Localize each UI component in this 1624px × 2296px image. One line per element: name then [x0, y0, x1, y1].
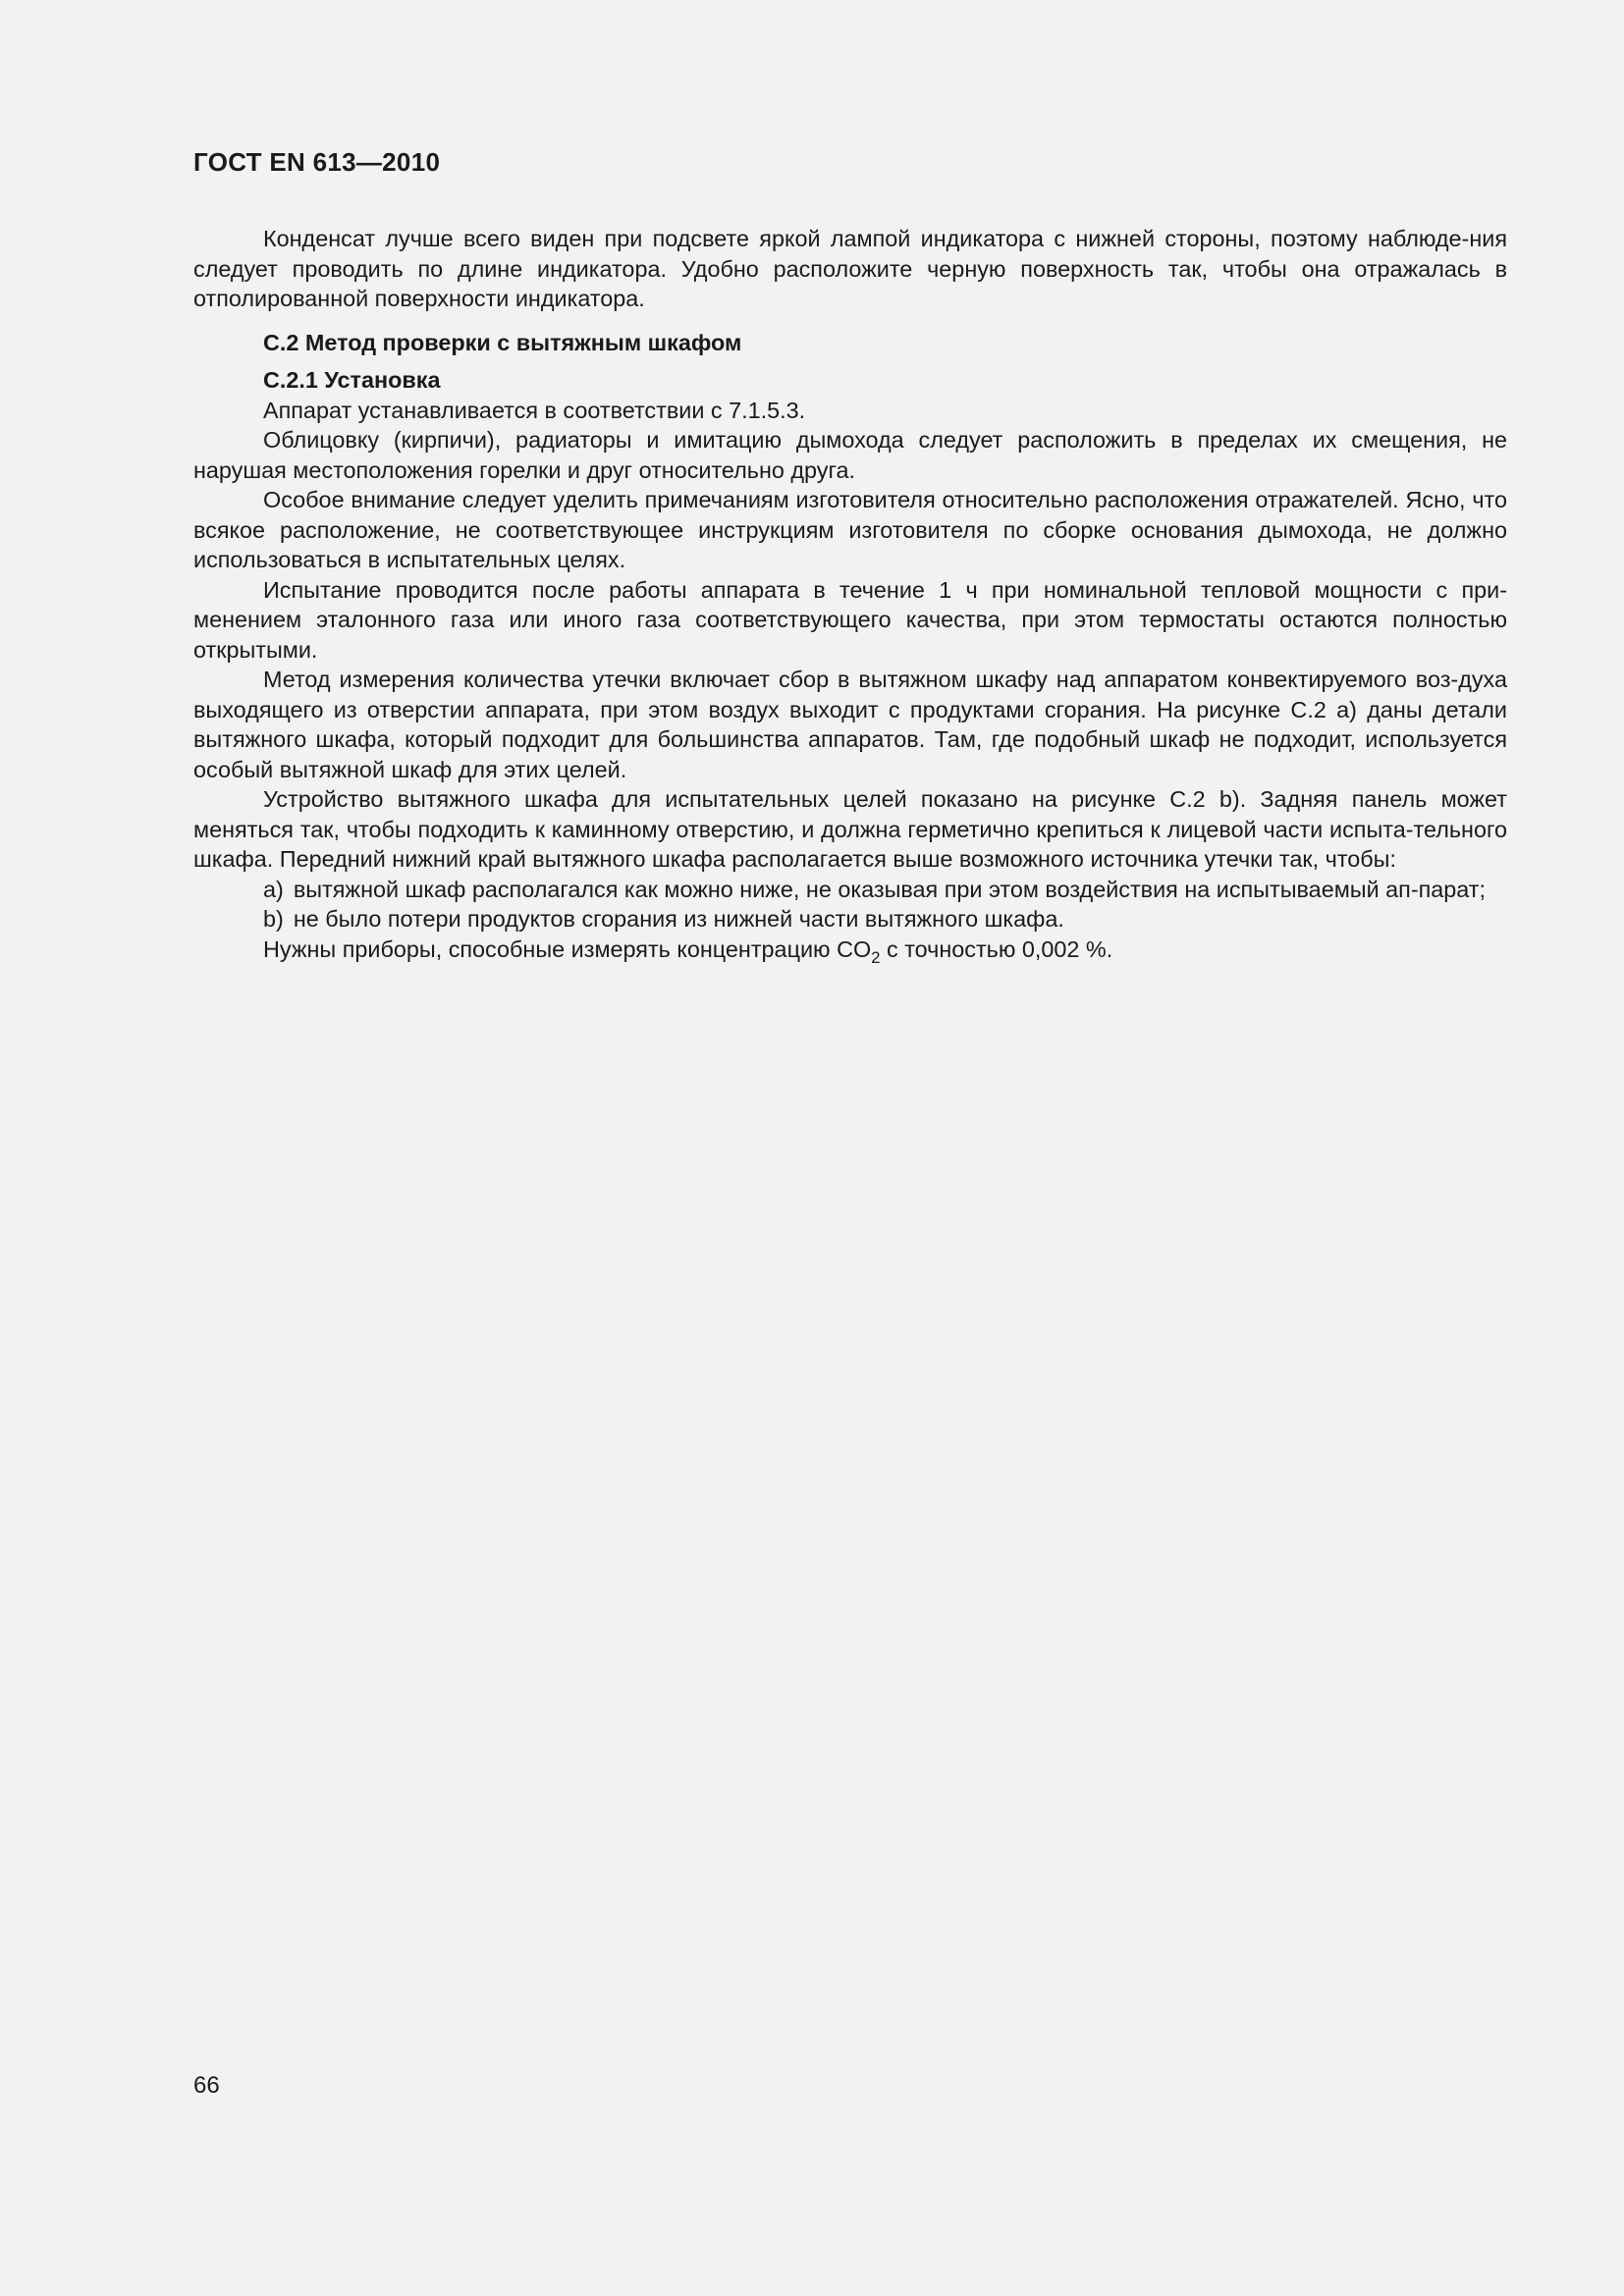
document-code: ГОСТ EN 613—2010 [193, 147, 441, 177]
body-paragraph: Особое внимание следует уделить примечаниям изготовителя относительно расположения отражателей. Ясно, что всякое расположение, не соответствующее инструкциям изготовителя по сборке основания дымохода, не должно использоваться в испытательных целях. [193, 487, 1507, 572]
list-item-text: не было потери продуктов сгорания из нижней части вытяжного шкафа. [293, 906, 1064, 932]
subsection-heading: C.2.1 Установка [263, 367, 441, 393]
body-paragraph: Метод измерения количества утечки включает сбор в вытяжном шкафу над аппаратом конвектируемого воз-духа выходящего из отверстии аппарата, при этом воздух выходит с продуктами сгорания. На рисунке C.2 a) даны детали вытяжного шкафа, который подходит для большинства аппаратов. Там, где подобный шкаф не подходит, используется особый вытяжной шкаф для этих целей. [193, 667, 1507, 782]
final-paragraph-text: Нужны приборы, способные измерять концентрацию CO [263, 935, 872, 962]
list-item-marker: a) [263, 876, 284, 902]
final-paragraph [193, 934, 1507, 965]
final-paragraph-tail: с точностью 0,002 %. [880, 935, 1113, 962]
body-paragraph: Облицовку (кирпичи), радиаторы и имитацию дымохода следует расположить в пределах их смещения, не нарушая местоположения горелки и друг относительно друга. [193, 427, 1507, 483]
list-item-marker: b) [263, 906, 284, 932]
body-paragraph: Испытание проводится после работы аппарата в течение 1 ч при номинальной тепловой мощности с при-менением эталонного газа или иного газа соответствующего качества, при этом термостаты остаются полностью открытыми. [193, 576, 1507, 663]
document-body [193, 224, 1507, 967]
intro-paragraph: Конденсат лучше всего виден при подсвете яркой лампой индикатора с нижней стороны, поэтому наблюде-ния следует проводить по длине индикатора. Удобно расположите черную поверхность так, чтобы она отражалась в отполированной поверхности индикатора. [193, 226, 1507, 311]
list-item [193, 875, 1507, 905]
section-heading: C.2 Метод проверки с вытяжным шкафом [263, 329, 742, 355]
page-number: 66 [193, 2072, 220, 2099]
co2-subscript: 2 [871, 947, 881, 967]
list-item [193, 904, 1507, 934]
body-paragraph: Устройство вытяжного шкафа для испытательных целей показано на рисунке C.2 b). Задняя панель может меняться так, чтобы подходить к каминному отверстию, и должна герметично крепиться к лицевой части испыта-тельного шкафа. Передний нижний край вытяжного шкафа располагается выше возможного источника утечки так, чтобы: [193, 786, 1507, 872]
body-paragraph: Аппарат устанавливается в соответствии с 7.1.5.3. [263, 397, 806, 423]
list-item-text: вытяжной шкаф располагался как можно ниже, не оказывая при этом воздействия на испытываемый ап-парат; [293, 876, 1487, 902]
